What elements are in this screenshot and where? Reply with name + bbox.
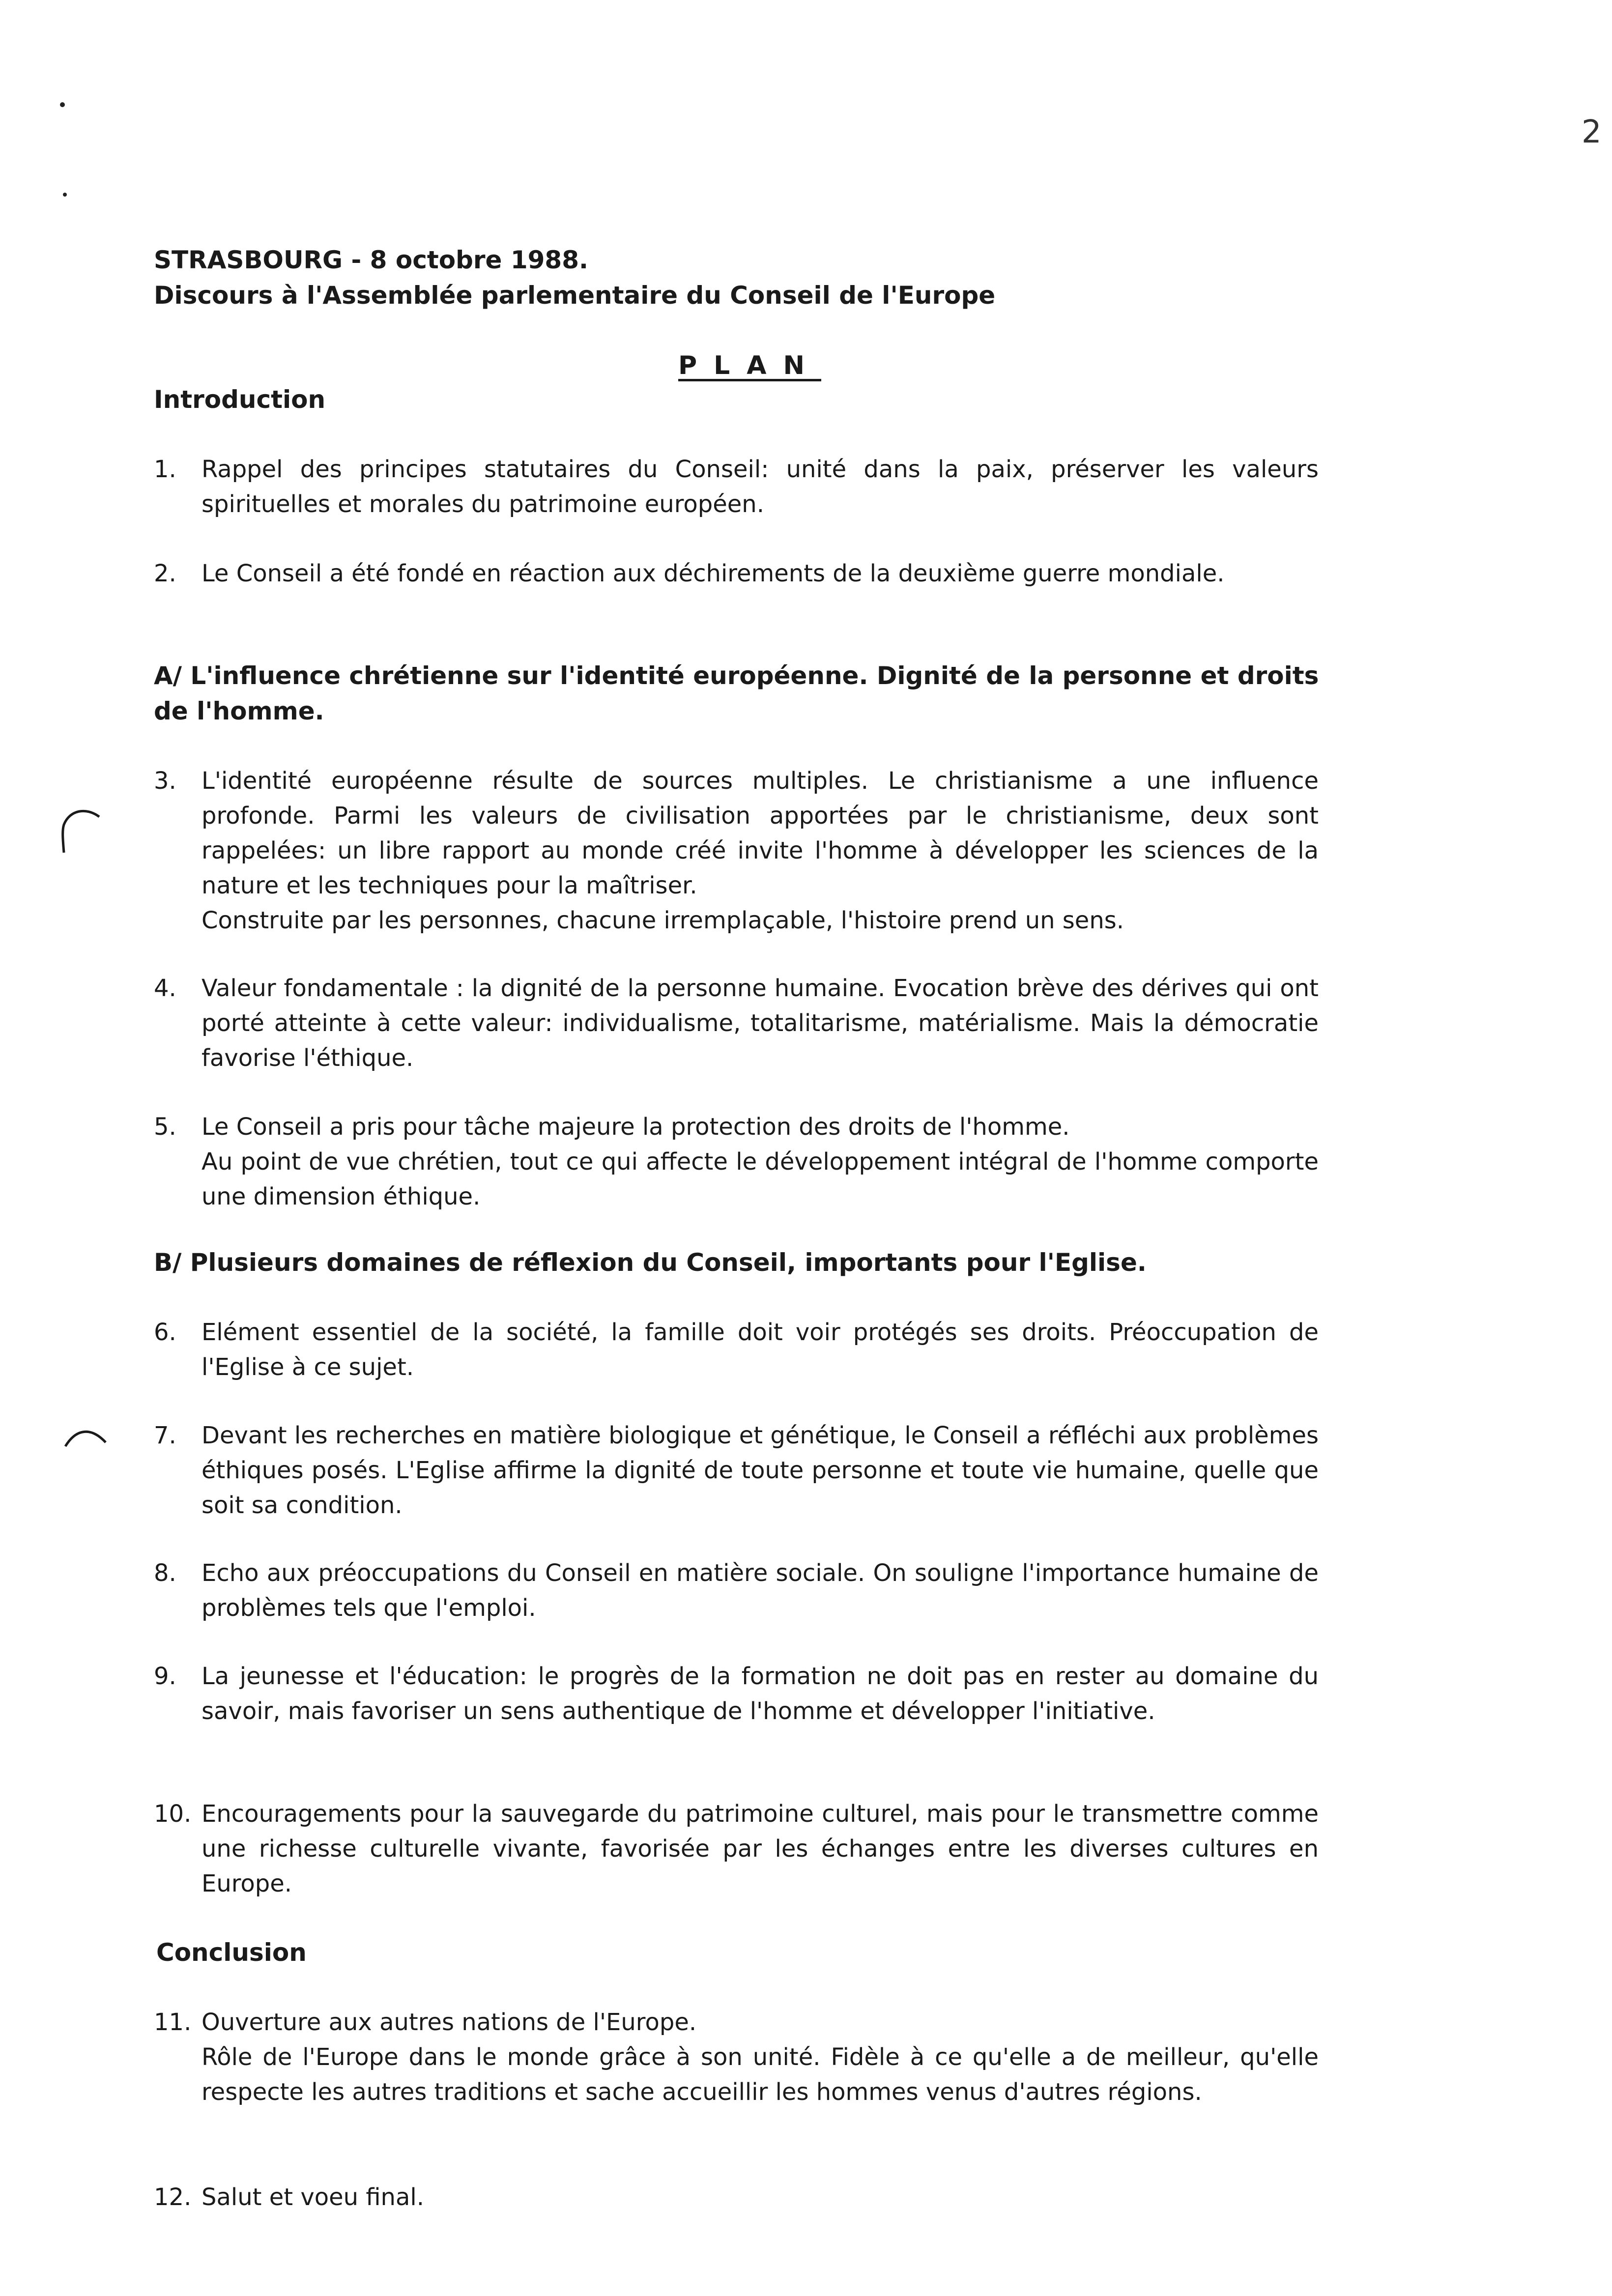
item-text: Valeur fondamentale : la dignité de la personne humaine. Evocation brève des dérives qui ont porté atteinte à cette valeur: individualisme, totalitarisme, matérialisme. Mais la démocratie favorise l'éthique. [202,975,1319,1072]
list-item [154,1110,1319,1214]
item-number: 11. [154,2009,192,2036]
scan-speck [63,193,67,197]
document-title: Discours à l'Assemblée parlementaire du Conseil de l'Europe [154,281,996,310]
item-text: Le Conseil a pris pour tâche majeure la protection des droits de l'homme. [202,1113,1070,1141]
list-item [154,1797,1319,1901]
item-text: Construite par les personnes, chacune irremplaçable, l'histoire prend un sens. [202,907,1124,934]
item-text: Le Conseil a été fondé en réaction aux déchirements de la deuxième guerre mondiale. [202,560,1225,587]
section-a-heading-continued: de l'homme. [154,697,324,725]
list-item [154,2005,1319,2110]
item-text: La jeunesse et l'éducation: le progrès de la formation ne doit pas en rester au domaine du savoir, mais favoriser un sens authentique de l'homme et développer l'initiative. [202,1663,1319,1725]
scan-speck [60,102,65,107]
item-number: 3. [154,767,176,795]
item-number: 4. [154,975,176,1002]
section-b-heading: B/ Plusieurs domaines de réflexion du Conseil, importants pour l'Eglise. [154,1248,1147,1277]
list-item [154,971,1319,1076]
list-item [154,452,1319,522]
item-text: L'identité européenne résulte de sources multiples. Le christianisme a une influence profonde. Parmi les valeurs de civilisation apportées par le christianisme, deux sont rappelées: un libre rapport au monde créé invite l'homme à développer les sciences de la nature et les techniques pour la maîtriser. [202,767,1319,899]
item-number: 2. [154,560,176,587]
margin-bracket-mark [61,1423,111,1452]
page-number: 2 [1582,114,1602,150]
item-number: 6. [154,1319,176,1346]
list-item [154,1418,1319,1523]
item-number: 8. [154,1559,176,1587]
item-number: 1. [154,456,176,483]
list-item [154,556,1319,591]
item-text: Elément essentiel de la société, la famille doit voir protégés ses droits. Préoccupation de l'Eglise à ce sujet. [202,1319,1319,1381]
item-text: Devant les recherches en matière biologique et génétique, le Conseil a réfléchi aux problèmes éthiques posés. L'Eglise affirme la dignité de toute personne et toute vie humaine, quelle que soit sa condition. [202,1422,1319,1519]
item-text: Ouverture aux autres nations de l'Europe. [202,2009,697,2036]
item-text: Rappel des principes statutaires du Conseil: unité dans la paix, préserver les valeurs spirituelles et morales du patrimoine européen. [202,456,1319,518]
section-a-heading: A/ L'influence chrétienne sur l'identité européenne. Dignité de la personne et droits [154,661,1319,690]
item-text: Salut et voeu final. [202,2183,424,2211]
list-item [154,2180,1319,2215]
list-item [154,1556,1319,1626]
item-number: 9. [154,1663,176,1690]
list-item [154,1315,1319,1385]
conclusion-heading: Conclusion [156,1938,307,1967]
introduction-heading: Introduction [154,385,326,414]
item-text: Encouragements pour la sauvegarde du patrimoine culturel, mais pour le transmettre comme une richesse culturelle vivante, favorisée par les échanges entre les diverses cultures en Europe. [202,1800,1319,1897]
plan-title: PLAN [678,351,822,380]
item-number: 5. [154,1113,176,1141]
document-place-date: STRASBOURG - 8 octobre 1988. [154,246,589,274]
item-text: Au point de vue chrétien, tout ce qui affecte le développement intégral de l'homme comporte une dimension éthique. [202,1148,1319,1210]
item-number: 10. [154,1800,192,1828]
item-number: 7. [154,1422,176,1449]
item-text: Rôle de l'Europe dans le monde grâce à son unité. Fidèle à ce qu'elle a de meilleur, qu'elle respecte les autres traditions et sache accueillir les hommes venus d'autres régions. [202,2043,1319,2106]
list-item [154,764,1319,938]
list-item [154,1659,1319,1729]
item-number: 12. [154,2183,192,2211]
item-text: Echo aux préoccupations du Conseil en matière sociale. On souligne l'importance humaine de problèmes tels que l'emploi. [202,1559,1319,1622]
margin-bracket-mark [59,806,103,860]
